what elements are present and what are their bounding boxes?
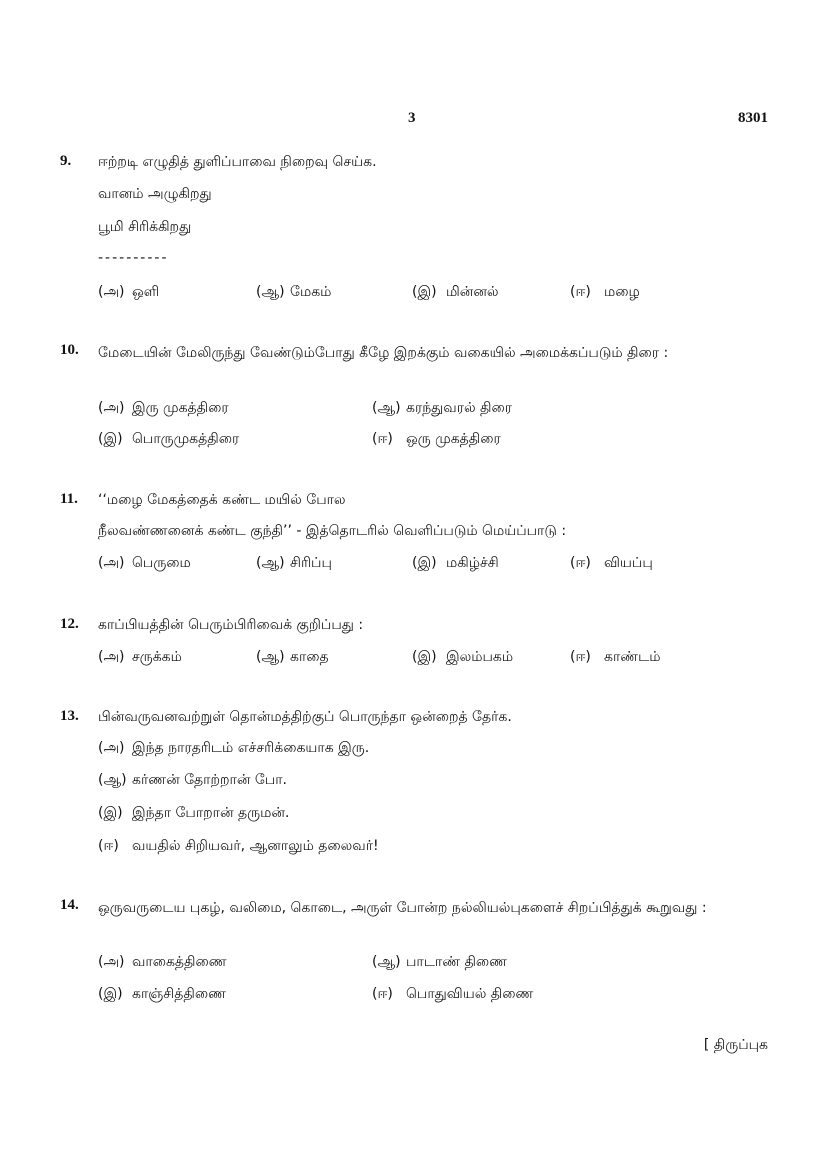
option-text: பெருமை [132, 555, 191, 571]
option-label: (இ) [98, 986, 123, 1002]
question-number: 12. [60, 616, 79, 632]
poem-line: வானம் அழுகிறது [98, 186, 212, 202]
option-aa[interactable] [372, 400, 512, 418]
option-aa[interactable] [372, 954, 507, 972]
option-text: இந்தா போறான் தருமன். [132, 805, 290, 821]
option-ii[interactable] [372, 431, 501, 449]
option-label: (ஈ) [98, 838, 119, 854]
option-text: கரந்துவரல் திரை [406, 400, 512, 416]
option-text: மகிழ்ச்சி [446, 555, 499, 571]
question-text: ஈற்றடி எழுதித் துளிப்பாவை நிறைவு செய்க. [98, 154, 377, 170]
question-number: 10. [60, 342, 79, 358]
option-label: (ஈ) [372, 431, 393, 447]
option-label: (இ) [412, 284, 437, 300]
option-label: (ஆ) [98, 772, 127, 788]
question-number: 14. [60, 897, 79, 913]
option-label: (அ) [98, 400, 125, 416]
option-text: இலம்பகம் [446, 649, 514, 665]
option-label: (இ) [98, 431, 123, 447]
question-text: ‘‘மழை மேகத்தைக் கண்ட மயில் போல [98, 492, 346, 508]
option-a[interactable] [98, 740, 369, 758]
option-i[interactable] [412, 555, 499, 573]
option-label: (இ) [412, 555, 437, 571]
option-a[interactable] [98, 284, 159, 302]
option-i[interactable] [98, 805, 289, 823]
option-text: கர்ணன் தோற்றான் போ. [132, 772, 288, 788]
blank-line: ---------- [98, 250, 169, 266]
option-aa[interactable] [98, 772, 287, 790]
option-text: பொருமுகத்திரை [132, 431, 240, 447]
question-number: 13. [60, 708, 79, 724]
option-label: (அ) [98, 555, 125, 571]
option-label: (அ) [98, 954, 125, 970]
option-a[interactable] [98, 954, 227, 972]
option-text: இந்த நாரதரிடம் எச்சரிக்கையாக இரு. [132, 740, 370, 756]
option-text: பாடாண் திணை [406, 954, 507, 970]
turn-over-note: [ திருப்புக [703, 1037, 768, 1053]
question-number: 9. [60, 153, 72, 169]
option-i[interactable] [412, 284, 499, 302]
option-ii[interactable] [372, 986, 533, 1004]
option-text: காஞ்சித்திணை [132, 986, 226, 1002]
question-text: ஒருவருடைய புகழ், வலிமை, கொடை, அருள் போன்ற நல்லியல்புகளைச் சிறப்பித்துக் கூறுவது : [98, 900, 707, 916]
option-label: (ஆ) [256, 649, 285, 665]
question-text-line: நீலவண்ணனைக் கண்ட குந்தி’’ - இத்தொடரில் வெளிப்படும் மெய்ப்பாடு : [98, 523, 567, 539]
option-aa[interactable] [256, 284, 331, 302]
option-text: சருக்கம் [132, 649, 182, 665]
option-label: (இ) [412, 649, 437, 665]
option-text: மின்னல் [446, 284, 499, 300]
option-a[interactable] [98, 649, 182, 667]
option-label: (ஆ) [372, 954, 401, 970]
question-text: பின்வருவனவற்றுள் தொன்மத்திற்குப் பொருந்தா ஒன்றைத் தேர்க. [98, 709, 512, 725]
option-text: மேகம் [290, 284, 332, 300]
option-text: ஒளி [132, 284, 160, 300]
option-i[interactable] [98, 431, 239, 449]
option-text: வியப்பு [604, 555, 653, 571]
option-text: வாகைத்திணை [132, 954, 227, 970]
question-text: மேடையின் மேலிருந்து வேண்டும்போது கீழே இறக்கும் வகையில் அமைக்கப்படும் திரை : [98, 345, 669, 361]
option-label: (ஆ) [256, 284, 285, 300]
option-i[interactable] [98, 986, 226, 1004]
option-label: (ஆ) [256, 555, 285, 571]
option-ii[interactable] [570, 284, 640, 302]
option-ii[interactable] [98, 838, 379, 856]
option-label: (இ) [98, 805, 123, 821]
option-a[interactable] [98, 400, 229, 418]
page-number: 3 [408, 110, 416, 126]
option-label: (ஈ) [570, 555, 591, 571]
option-label: (அ) [98, 649, 125, 665]
option-label: (அ) [98, 284, 125, 300]
question-text: காப்பியத்தின் பெரும்பிரிவைக் குறிப்பது : [98, 617, 364, 633]
option-ii[interactable] [570, 649, 661, 667]
option-aa[interactable] [256, 555, 332, 573]
option-text: பொதுவியல் திணை [406, 986, 534, 1002]
option-label: (ஆ) [372, 400, 401, 416]
option-text: மழை [604, 284, 640, 300]
option-text: காதை [290, 649, 329, 665]
option-label: (அ) [98, 740, 125, 756]
option-label: (ஈ) [570, 649, 591, 665]
option-a[interactable] [98, 555, 191, 573]
option-label: (ஈ) [372, 986, 393, 1002]
option-label: (ஈ) [570, 284, 591, 300]
option-i[interactable] [412, 649, 513, 667]
question-number: 11. [60, 491, 78, 507]
option-aa[interactable] [256, 649, 329, 667]
option-text: சிரிப்பு [290, 555, 332, 571]
option-text: இரு முகத்திரை [132, 400, 229, 416]
option-text: ஒரு முகத்திரை [406, 431, 501, 447]
paper-code: 8301 [738, 110, 768, 126]
poem-line: பூமி சிரிக்கிறது [98, 219, 192, 235]
option-ii[interactable] [570, 555, 653, 573]
option-text: காண்டம் [604, 649, 661, 665]
option-text: வயதில் சிறியவர், ஆனாலும் தலைவர்! [132, 838, 379, 854]
